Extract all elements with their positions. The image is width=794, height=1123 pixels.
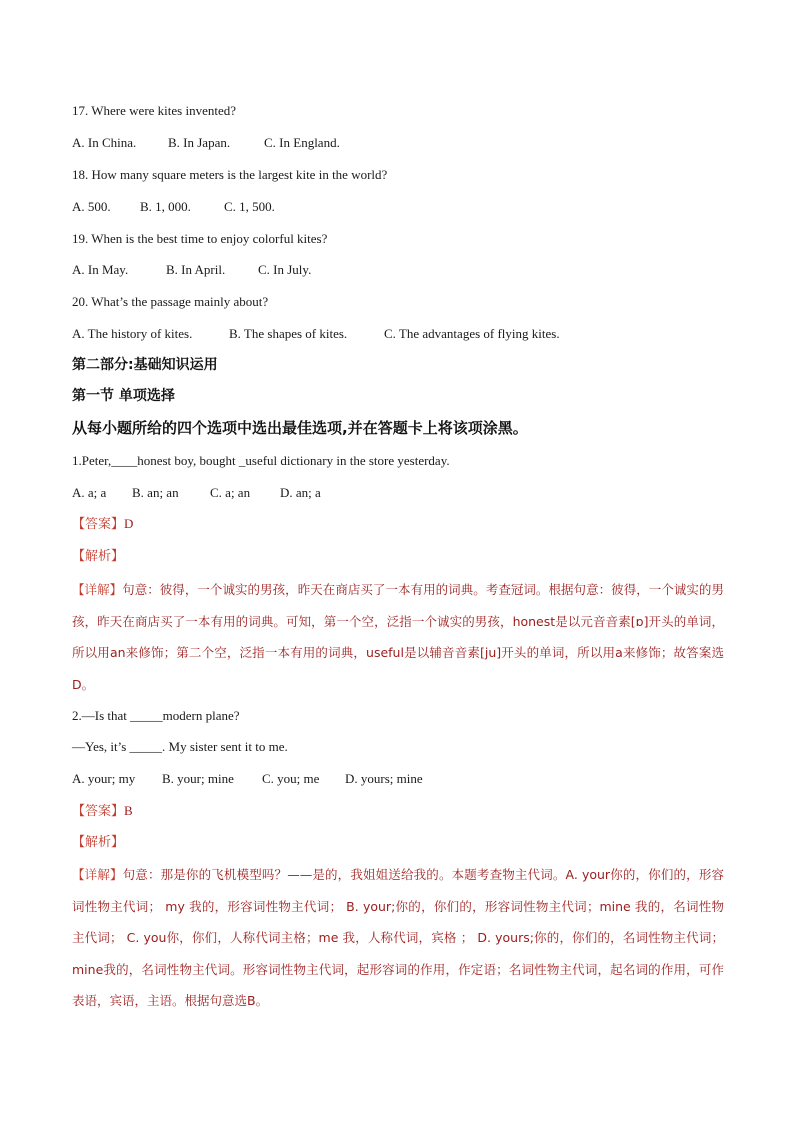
question-18-options: [72, 199, 724, 215]
option-b: B. your; mine: [162, 771, 234, 786]
question-2-stem-line1: 2.—Is that _____modern plane?: [72, 708, 240, 723]
question-2-stem-line2: —Yes, it’s _____. My sister sent it to me.: [72, 739, 288, 754]
option-c: C. you; me: [262, 771, 320, 786]
answer-label: 【答案】: [72, 516, 125, 531]
question-20-stem: 20. What’s the passage mainly about?: [72, 294, 269, 309]
answer-value: B: [124, 803, 133, 818]
option-c: C. In July.: [258, 262, 312, 277]
option-b: B. an; an: [132, 485, 179, 500]
question-1-analysis-label: 【解析】: [72, 548, 125, 563]
option-a: A. The history of kites.: [72, 326, 193, 341]
option-b: B. In April.: [166, 262, 226, 277]
question-1-answer: [72, 516, 133, 532]
part-title: 第二部分:基础知识运用: [72, 357, 218, 373]
answer-value: D: [124, 516, 134, 531]
question-17-options: [72, 135, 724, 151]
option-d: D. yours; mine: [345, 771, 423, 786]
question-1-detail: [72, 574, 724, 700]
question-1-stem: 1.Peter,____honest boy, bought _useful dictionary in the store yesterday.: [72, 453, 450, 468]
option-a: A. In May.: [72, 262, 129, 277]
section-title: 第一节 单项选择: [72, 388, 175, 404]
option-b: B. The shapes of kites.: [229, 326, 348, 341]
question-2-analysis-label: 【解析】: [72, 834, 125, 849]
option-b: B. 1, 000.: [140, 199, 191, 214]
option-a: A. 500.: [72, 199, 111, 214]
detail-label: 【详解】: [72, 582, 123, 597]
section-instruction: 从每小题所给的四个选项中选出最佳选项,并在答题卡上将该项涂黑。: [72, 419, 528, 437]
option-d: D. an; a: [280, 485, 321, 500]
detail-text: 句意：那是你的飞机模型吗？——是的，我姐姐送给我的。本题考查物主代词。A. your你的，你们的，形容词性物主代词； my 我的，形容词性物主代词； B. your;你的，你们的，形容词性物主代词；mine 我的，名词性物主代词； C. you你，你们，人称代词主格；me 我，人称代词，宾格 ； D. yours;你的，你们的，名词性物主代词；mine我的，名词性物主代词。形容词性物主代词，起形容词的作用，作定语；名词性物主代词，起名词的作用，可作表语，宾语，主语。根据句意选B。: [72, 867, 724, 1008]
option-a: A. a; a: [72, 485, 107, 500]
question-2-options: [72, 771, 724, 787]
answer-label: 【答案】: [72, 803, 125, 818]
option-c: C. The advantages of flying kites.: [384, 326, 560, 341]
option-c: C. In England.: [264, 135, 340, 150]
question-20-options: [72, 326, 724, 342]
question-2-answer: [72, 803, 133, 819]
option-a: A. In China.: [72, 135, 137, 150]
question-2-detail: [72, 859, 724, 1017]
question-18-stem: 18. How many square meters is the largest kite in the world?: [72, 167, 388, 182]
option-c: C. a; an: [210, 485, 251, 500]
detail-label: 【详解】: [72, 867, 123, 882]
option-b: B. In Japan.: [168, 135, 231, 150]
question-17-stem: 17. Where were kites invented?: [72, 103, 236, 118]
option-c: C. 1, 500.: [224, 199, 275, 214]
question-19-options: [72, 262, 724, 278]
question-19-stem: 19. When is the best time to enjoy colorful kites?: [72, 231, 328, 246]
question-1-options: [72, 485, 724, 501]
option-a: A. your; my: [72, 771, 136, 786]
detail-text: 句意：彼得，一个诚实的男孩，昨天在商店买了一本有用的词典。考查冠词。根据句意：彼得，一个诚实的男孩，昨天在商店买了一本有用的词典。可知，第一个空，泛指一个诚实的男孩，honest是以元音音素[ɒ]开头的单词，所以用an来修饰；第二个空，泛指一本有用的词典，useful是以辅音音素[ju]开头的单词，所以用a来修饰；故答案选D。: [72, 582, 724, 692]
